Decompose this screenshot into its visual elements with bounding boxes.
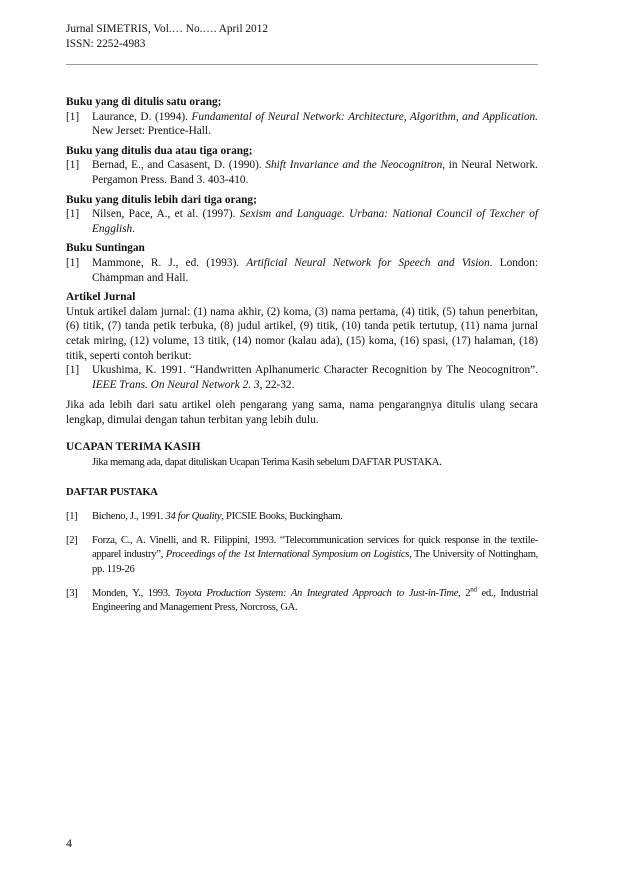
reference-entry bbox=[66, 207, 538, 236]
reference-guidelines bbox=[66, 95, 538, 616]
reference-number: [1] bbox=[66, 159, 80, 172]
reference-text: Forza, C., A. Vinelli, and R. Filippini, 1993. “Telecommunication services for quick response in the textile-apparel industry”, Proceedings of the 1st International Symposium on Logistics, The University of Nottingham, pp. 119-26 bbox=[92, 534, 538, 576]
section-title: Buku yang ditulis lebih dari tiga orang; bbox=[66, 193, 257, 206]
acknowledgement-text: Jika memang ada, dapat dituliskan Ucapan Terima Kasih sebelum DAFTAR PUSTAKA. bbox=[92, 457, 442, 469]
bibliography-list bbox=[66, 510, 538, 616]
article-format-description: Untuk artikel dalam jurnal: (1) nama akhir, (2) koma, (3) nama pertama, (4) titik, (5) tahun penerbitan, (6) titik, (7) tanda petik terbuka, (8) judul artikel, (9) titik, (10) tanda petik tertutup, (11) nama jurnal cetak miring, (12) volume, 13 titik, (14) nomor (kalau ada), (15) koma, (16) spasi, (17) halaman, (18) titik, seperti contoh berikut: bbox=[66, 305, 538, 362]
bibliography-entry bbox=[66, 587, 538, 616]
page-number: 4 bbox=[66, 836, 72, 850]
bibliography-entry bbox=[66, 534, 538, 578]
reference-number: [3] bbox=[66, 587, 78, 599]
reference-entry bbox=[66, 256, 538, 285]
header-rule bbox=[66, 64, 538, 65]
section-title: Buku yang ditulis dua atau tiga orang; bbox=[66, 144, 253, 157]
reference-number: [1] bbox=[66, 364, 80, 377]
reference-entry bbox=[66, 158, 538, 187]
reference-text: Bernad, E., and Casasent, D. (1990). Shift Invariance and the Neocognitron, in Neural Network. Pergamon Press. Band 3. 403-410. bbox=[92, 159, 538, 186]
reference-number: [1] bbox=[66, 110, 80, 123]
issn: ISSN: 2252-4983 bbox=[66, 38, 146, 50]
section-two-three-authors bbox=[66, 144, 538, 188]
section-single-author bbox=[66, 95, 538, 139]
running-header bbox=[66, 22, 538, 52]
reference-number: [1] bbox=[66, 256, 80, 269]
reference-number: [2] bbox=[66, 534, 78, 546]
section-journal-article bbox=[66, 290, 538, 392]
document-page bbox=[66, 22, 538, 625]
reference-text: Monden, Y., 1993. Toyota Production System: An Integrated Approach to Just-in-Time, 2nd ed., Industrial Engineering and Management Press, Norcross, GA. bbox=[92, 585, 538, 614]
reference-text: Mammone, R. J., ed. (1993). Artificial Neural Network for Speech and Vision. London: Champman and Hall. bbox=[92, 256, 538, 284]
section-title: Buku yang di ditulis satu orang; bbox=[66, 96, 222, 108]
same-author-note: Jika ada lebih dari satu artikel oleh pengarang yang sama, nama pengarangnya ditulis ulang secara lengkap, dimulai dengan tahun terbitan yang lebih dulu. bbox=[66, 399, 538, 426]
bibliography-entry bbox=[66, 510, 538, 525]
reference-text: Nilsen, Pace, A., et al. (1997). Sexism and Language. Urbana: National Council of Texcher of Engglish. bbox=[92, 208, 538, 235]
section-title: Artikel Jurnal bbox=[66, 291, 136, 304]
journal-title: Jurnal SIMETRIS, Vol.… No.…. April 2012 bbox=[66, 23, 268, 35]
reference-entry bbox=[66, 110, 538, 139]
section-title: Buku Suntingan bbox=[66, 242, 145, 255]
reference-text: Laurance, D. (1994). Fundamental of Neural Network: Architecture, Algorithm, and Application. New Jerset: Prentice-Hall. bbox=[92, 110, 538, 138]
reference-number: [1] bbox=[66, 208, 80, 221]
acknowledgement-heading: UCAPAN TERIMA KASIH bbox=[66, 441, 201, 454]
section-edited-book bbox=[66, 241, 538, 285]
reference-entry bbox=[66, 363, 538, 392]
reference-text: Bicheno, J., 1991. 34 for Quality, PICSIE Books, Buckingham. bbox=[92, 511, 343, 523]
reference-text: Ukushima, K. 1991. “Handwritten Aplhanumeric Character Recognition by The Neocognitron”. IEEE Trans. On Neural Network 2. 3, 22-32. bbox=[92, 364, 538, 391]
section-many-authors bbox=[66, 193, 538, 237]
bibliography-heading: DAFTAR PUSTAKA bbox=[66, 486, 158, 498]
reference-number: [1] bbox=[66, 511, 78, 523]
